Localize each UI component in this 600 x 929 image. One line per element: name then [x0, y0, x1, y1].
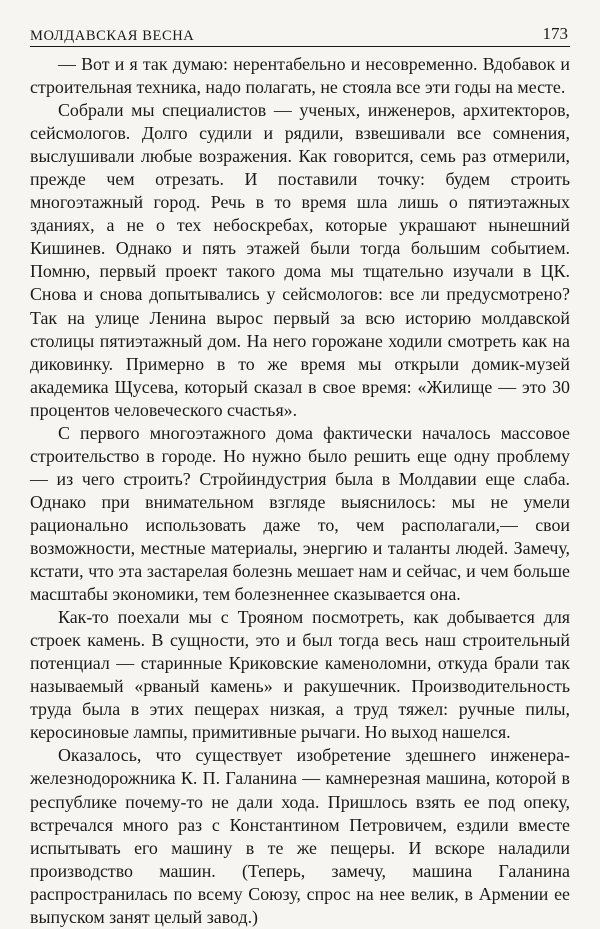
book-page [30, 24, 570, 929]
paragraph: — Вот и я так думаю: нерентабельно и несовременно. Вдобавок и строительная техника, надо полагать, не стояла все эти годы на месте. [30, 54, 570, 98]
page-number: 173 [542, 24, 568, 43]
paragraph: Оказалось, что существует изобретение здешнего инженера-железнодорожника К. П. Галанина — камнерезная машина, которой в республике почему-то не дали хода. Пришлось взять ее под опеку, встречался много раз с Константином Петровичем, ездили вместе испытывать его машину в те же пещеры. И вскоре наладили производство машин. (Теперь, замечу, машина Галанина распространилась по всему Союзу, спрос на нее велик, в Армении ее выпуском занят целый завод.) [30, 745, 570, 927]
paragraph: Как-то поехали мы с Трояном посмотреть, как добывается для строек камень. В сущности, это и был тогда весь наш строительный потенциал — старинные Криковские каменоломни, откуда брали так называемый «рваный камень» и ракушечник. Производительность труда была в этих пещерах низкая, а труд тяжел: ручные пилы, керосиновые лампы, примитивные рычаги. Но выход нашелся. [30, 607, 570, 743]
running-title: МОЛДАВСКАЯ ВЕСНА [30, 28, 195, 44]
running-header [30, 24, 570, 47]
paragraph: С первого многоэтажного дома фактически началось массовое строительство в городе. Но нужно было решить еще одну проблему — из чего строить? Стройиндустрия была в Молдавии еще слаба. Однако при внимательном взгляде выяснилось: мы не умели рационально использовать даже то, чем располагали,— свои возможности, местные материалы, энергию и таланты людей. Замечу, кстати, что эта застарелая болезнь мешает нам и сейчас, и чем больше масштабы экономики, тем болезненнее сказывается она. [30, 422, 570, 605]
paragraph: Собрали мы специалистов — ученых, инженеров, архитекторов, сейсмологов. Долго судили и рядили, взвешивали все сомнения, выслушивали любые возражения. Как говорится, семь раз отмерили, прежде чем отрезать. И поставили точку: будем строить многоэтажный город. Речь в то время шла лишь о пятиэтажных зданиях, а не о тех небоскребах, которые украшают нынешний Кишинев. Однако и пять этажей были тогда большим событием. Помню, первый проект такого дома мы тщательно изучали в ЦК. Снова и снова допытывались у сейсмологов: все ли предусмотрено? Так на улице Ленина вырос первый за всю историю молдавской столицы пятиэтажный дом. На него горожане ходили смотреть как на диковинку. Примерно в то же время мы открыли домик-музей академика Щусева, который сказал в свое время: «Жилище — это 30 процентов человеческого счастья». [30, 100, 570, 420]
body-text [30, 53, 570, 929]
